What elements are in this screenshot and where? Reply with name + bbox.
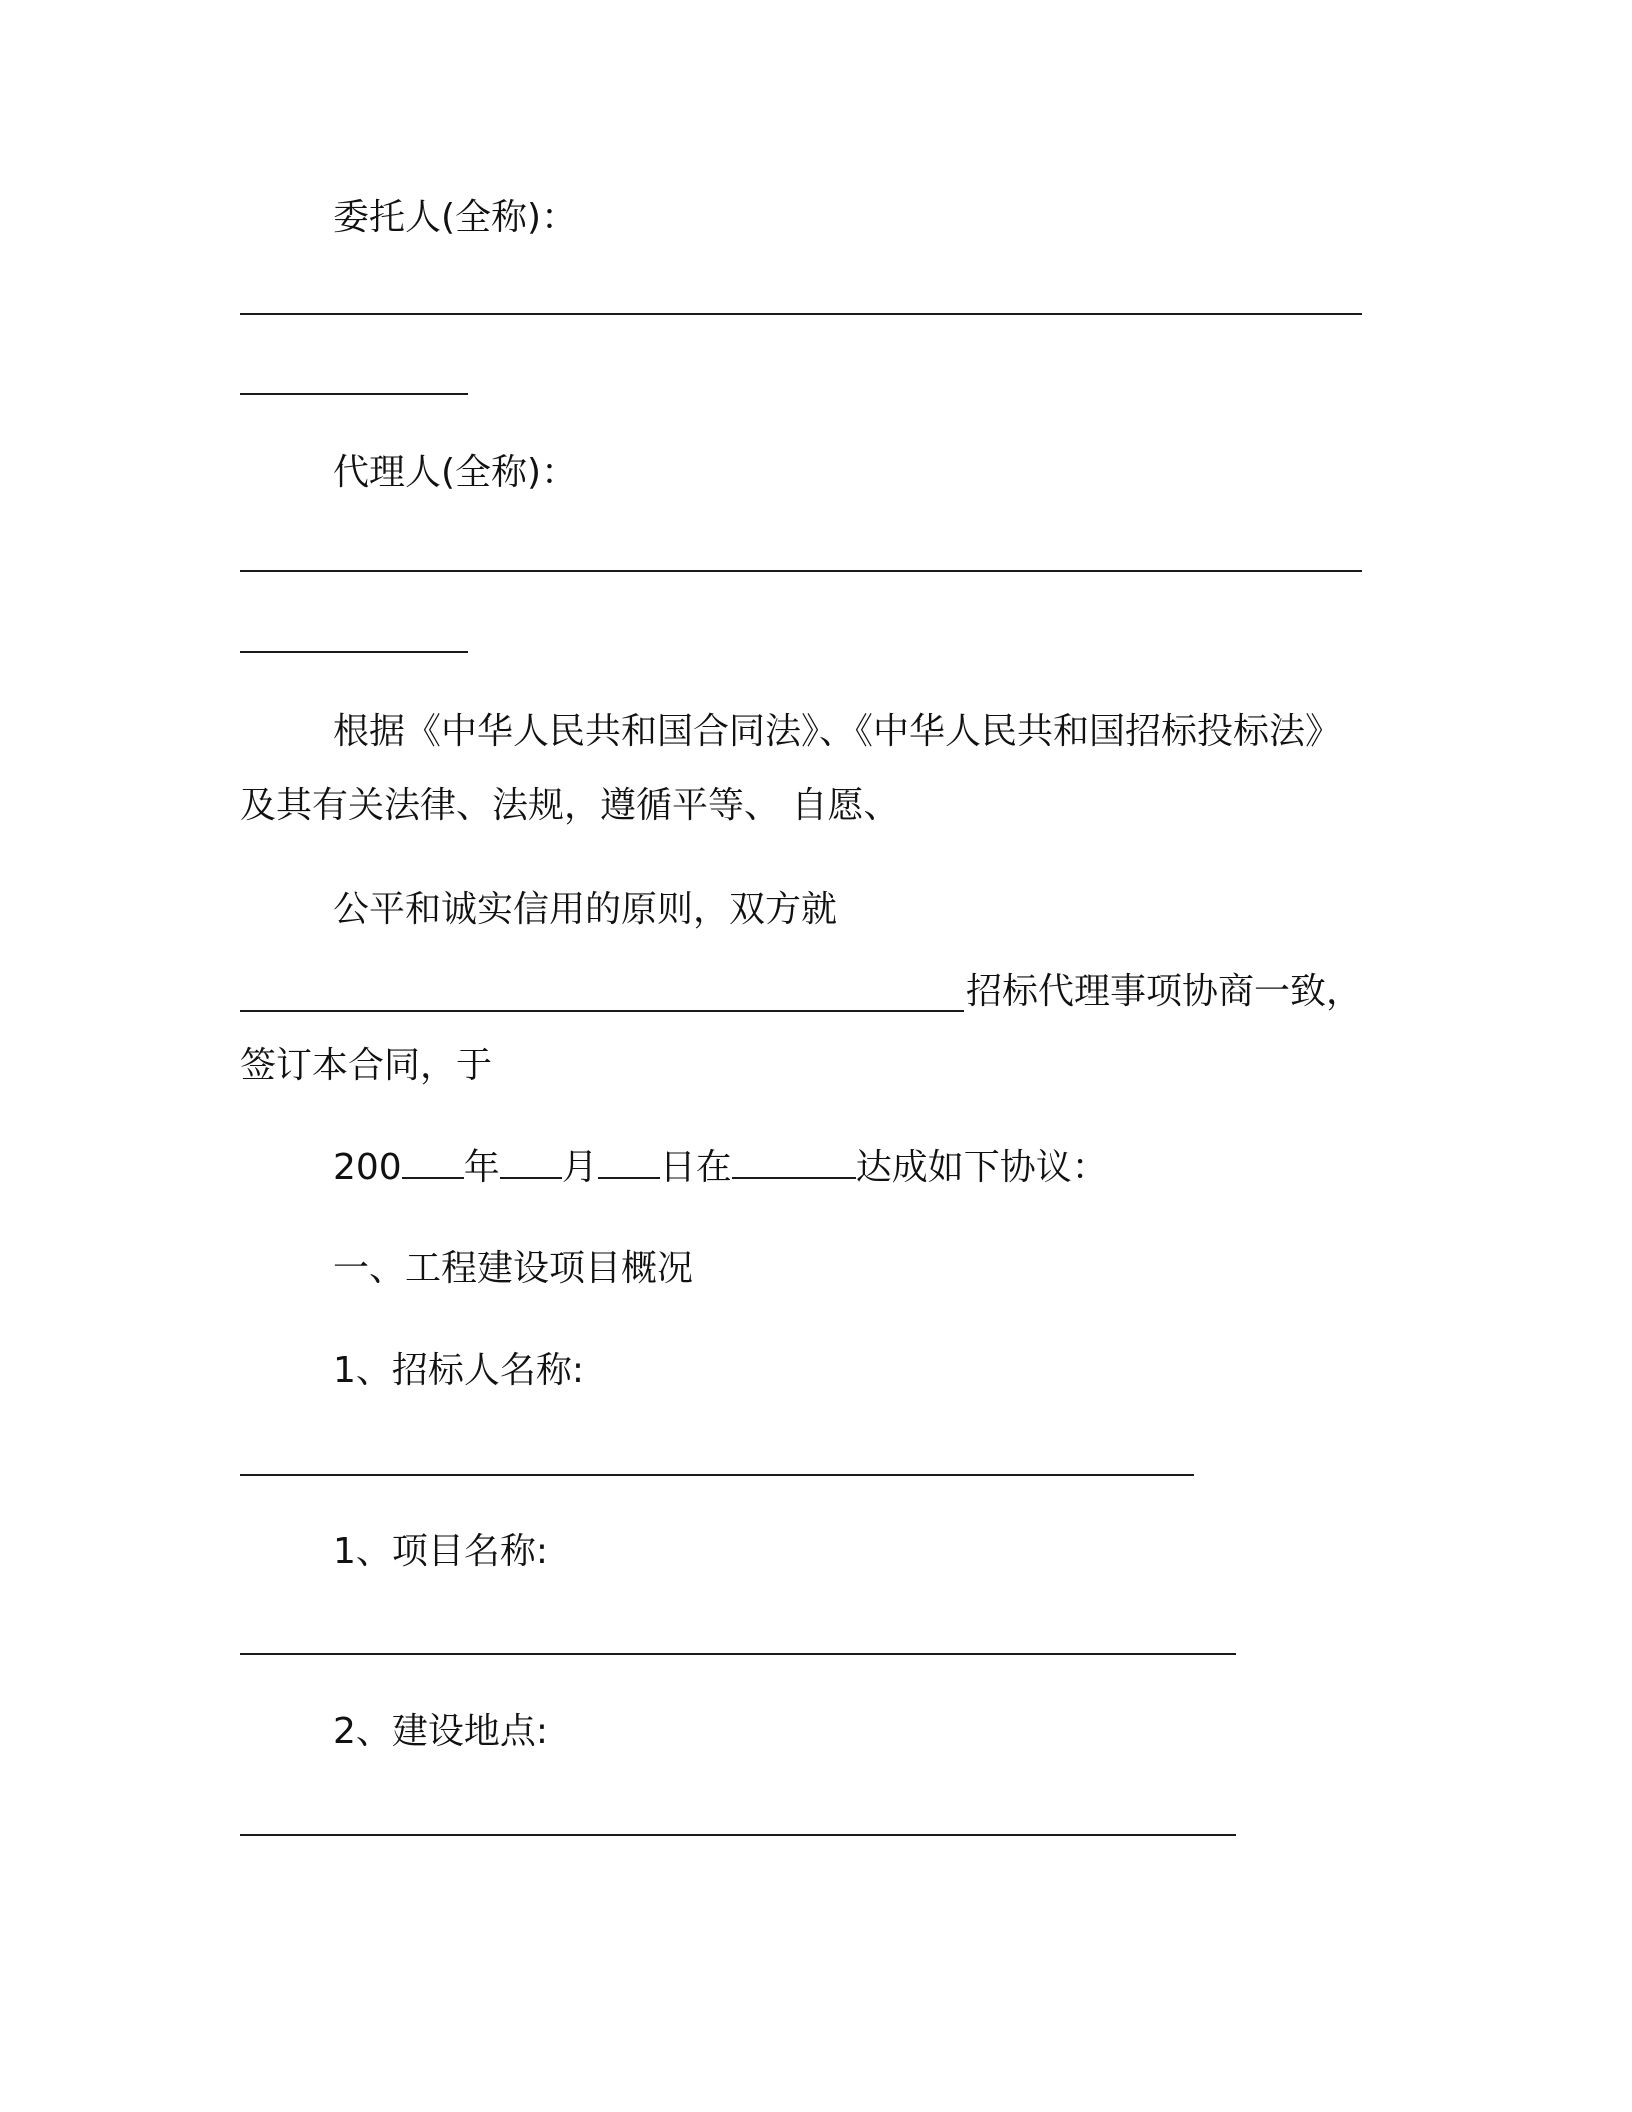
principal-fill-line-1 xyxy=(240,313,1362,315)
day-blank xyxy=(598,1147,660,1179)
tenderer-name-label: 1、招标人名称: xyxy=(333,1350,585,1391)
place-blank xyxy=(732,1147,856,1179)
section1-title: 一、工程建设项目概况 xyxy=(333,1248,694,1289)
principal-label: 委托人(全称)： xyxy=(333,197,578,238)
agent-label: 代理人(全称)： xyxy=(333,452,578,493)
date-month: 月 xyxy=(561,1147,598,1188)
agent-fill-line-1 xyxy=(240,570,1362,572)
project-name-blank xyxy=(240,1010,964,1012)
month-blank xyxy=(500,1147,562,1179)
date-day: 日在 xyxy=(659,1147,732,1188)
agreement-date-line xyxy=(333,1146,1108,1190)
para1-line1: 根据《中华人民共和国合同法》、《中华人民共和国招标投标法》 xyxy=(333,711,1342,752)
tenderer-name-fill-line xyxy=(240,1474,1194,1476)
para1-line2: 及其有关法律、法规，遵循平等、 自愿、 xyxy=(240,785,900,826)
location-label: 2、建设地点: xyxy=(333,1711,549,1752)
para2-line2: 招标代理事项协商一致， xyxy=(966,971,1363,1012)
date-year: 年 xyxy=(463,1147,500,1188)
principal-fill-line-2 xyxy=(240,393,468,395)
date-prefix: 200 xyxy=(333,1147,402,1188)
location-fill-line xyxy=(240,1834,1236,1836)
project-name-label: 1、项目名称: xyxy=(333,1531,549,1572)
project-name-fill-line xyxy=(240,1653,1236,1655)
para2-line3: 签订本合同，于 xyxy=(240,1045,493,1086)
para2-line1: 公平和诚实信用的原则，双方就 xyxy=(333,889,838,930)
year-blank xyxy=(402,1147,464,1179)
date-suffix: 达成如下协议： xyxy=(855,1147,1108,1188)
agent-fill-line-2 xyxy=(240,651,468,653)
